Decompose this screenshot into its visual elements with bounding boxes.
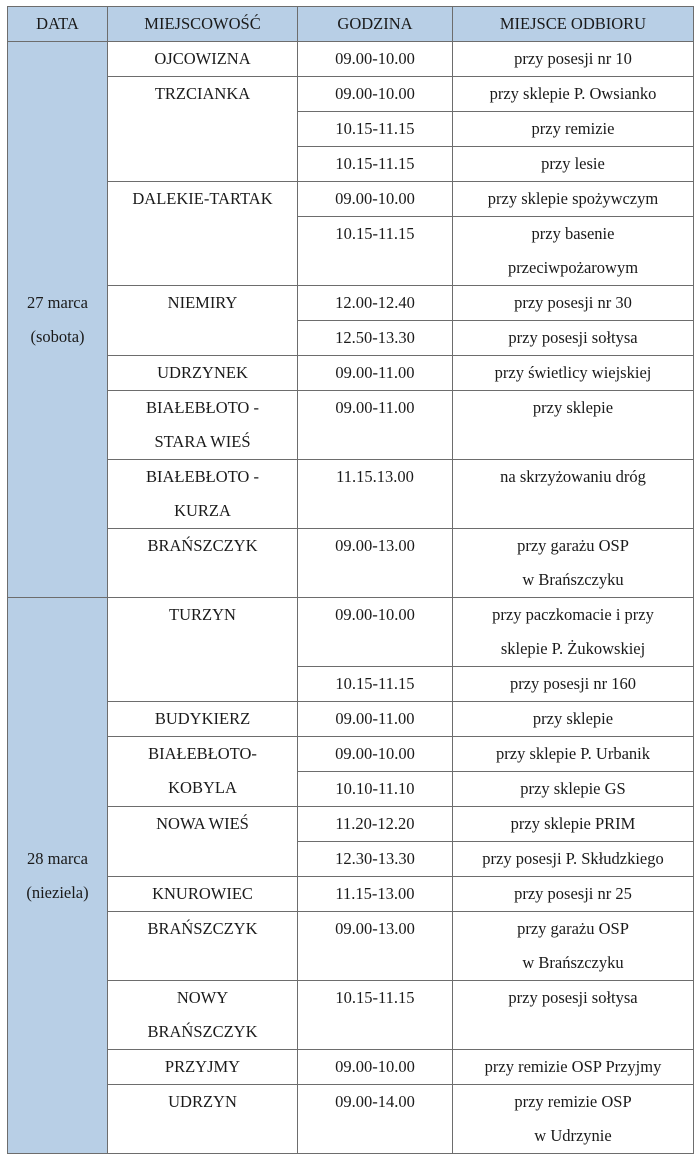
date-cell-line: (sobota) xyxy=(30,326,85,346)
hour-cell-line: 12.50-13.30 xyxy=(335,328,415,347)
table-row xyxy=(8,598,694,633)
hour-cell xyxy=(298,912,453,981)
hour-cell-line: 10.15-11.15 xyxy=(335,154,415,173)
pickup-location-cell-line: przy paczkomacie i przy xyxy=(492,605,654,624)
table-row xyxy=(8,737,694,772)
place-cell xyxy=(108,598,298,702)
place-cell-line: OJCOWIZNA xyxy=(154,49,251,68)
place-cell-line: STARA WIEŚ xyxy=(154,432,251,451)
pickup-location-cell xyxy=(453,772,694,807)
hour-cell xyxy=(298,460,453,529)
hour-cell xyxy=(298,842,453,877)
place-cell-line: NOWA WIEŚ xyxy=(156,814,249,833)
table-row xyxy=(8,912,694,947)
place-cell-line: NOWY xyxy=(176,988,229,1007)
date-cell xyxy=(8,598,108,1154)
pickup-location-cell xyxy=(453,807,694,842)
hour-cell xyxy=(298,217,453,286)
pickup-location-cell-line: przy posesji sołtysa xyxy=(508,988,638,1007)
pickup-location-cell xyxy=(453,391,694,460)
place-cell-line: BRAŃSZCZYK xyxy=(147,536,258,555)
hour-cell-line: 09.00-10.00 xyxy=(335,744,415,763)
table-row xyxy=(8,807,694,842)
place-cell xyxy=(108,77,298,182)
place-cell xyxy=(108,807,298,877)
hour-cell-line: 10.10-11.10 xyxy=(335,779,415,798)
pickup-location-cell-line: przy remizie OSP Przyjmy xyxy=(484,1057,662,1076)
hour-cell-line: 09.00-11.00 xyxy=(335,398,415,417)
place-cell-line: NIEMIRY xyxy=(167,293,238,312)
place-cell-line: DALEKIE-TARTAK xyxy=(132,189,273,208)
hour-cell-line: 09.00-10.00 xyxy=(335,84,415,103)
pickup-location-cell xyxy=(453,702,694,737)
pickup-location-cell-line: przy sklepie xyxy=(532,398,614,417)
header-date: DATA xyxy=(8,7,108,42)
hour-cell xyxy=(298,1050,453,1085)
pickup-location-cell-line: sklepie P. Żukowskiej xyxy=(500,639,646,658)
pickup-location-cell-line: w Brańszczyku xyxy=(522,953,624,972)
table-row xyxy=(8,1085,694,1120)
pickup-location-cell-line: przeciwpożarowym xyxy=(507,258,639,277)
header-row xyxy=(8,7,694,42)
hour-cell-line: 09.00-10.00 xyxy=(335,605,415,624)
pickup-location-cell xyxy=(453,737,694,772)
hour-cell xyxy=(298,286,453,321)
place-cell-line: UDRZYNEK xyxy=(157,363,248,382)
pickup-location-cell-line: przy sklepie spożywczym xyxy=(487,189,659,208)
place-cell xyxy=(108,391,298,460)
hour-cell xyxy=(298,981,453,1050)
place-cell xyxy=(108,356,298,391)
hour-cell xyxy=(298,356,453,391)
date-cell xyxy=(8,42,108,598)
hour-cell xyxy=(298,42,453,77)
place-cell-line: BIAŁEBŁOTO - xyxy=(146,467,259,486)
pickup-location-cell-line: przy sklepie xyxy=(532,709,614,728)
pickup-location-cell xyxy=(453,147,694,182)
place-cell xyxy=(108,912,298,981)
hour-cell xyxy=(298,182,453,217)
hour-cell-line: 11.15.13.00 xyxy=(336,467,414,486)
hour-cell-line: 09.00-10.00 xyxy=(335,189,415,208)
hour-cell xyxy=(298,112,453,147)
table-row xyxy=(8,391,694,426)
hour-cell xyxy=(298,772,453,807)
table-row xyxy=(8,981,694,1016)
pickup-location-cell xyxy=(453,912,694,981)
pickup-location-cell-line: przy posesji nr 30 xyxy=(514,293,632,312)
place-cell-line: BRAŃSZCZYK xyxy=(147,1022,258,1041)
table-row xyxy=(8,877,694,912)
table-row xyxy=(8,182,694,217)
pickup-location-cell xyxy=(453,182,694,217)
hour-cell-line: 09.00-10.00 xyxy=(335,49,415,68)
pickup-location-cell-line: przy sklepie P. Urbanik xyxy=(496,744,650,763)
hour-cell xyxy=(298,877,453,912)
header-pickup-location: MIEJSCE ODBIORU xyxy=(453,7,694,42)
hour-cell xyxy=(298,321,453,356)
pickup-location-cell-line: przy posesji sołtysa xyxy=(508,328,638,347)
pickup-location-cell-line: przy posesji P. Skłudzkiego xyxy=(482,849,664,868)
hour-cell xyxy=(298,737,453,772)
pickup-location-cell-line: przy sklepie P. Owsianko xyxy=(489,84,657,103)
table-row xyxy=(8,460,694,495)
pickup-location-cell xyxy=(453,529,694,598)
pickup-location-cell-line: przy basenie xyxy=(531,224,615,243)
pickup-location-cell-line: na skrzyżowaniu dróg xyxy=(500,467,646,486)
pickup-location-cell-line: przy posesji nr 160 xyxy=(509,674,637,693)
place-cell-line: UDRZYN xyxy=(168,1092,237,1111)
hour-cell-line: 11.15-13.00 xyxy=(335,884,415,903)
pickup-location-cell xyxy=(453,1085,694,1154)
pickup-location-cell-line: przy posesji nr 10 xyxy=(514,49,632,68)
hour-cell-line: 11.20-12.20 xyxy=(335,814,415,833)
hour-cell xyxy=(298,667,453,702)
pickup-location-cell xyxy=(453,667,694,702)
place-cell xyxy=(108,981,298,1050)
place-cell xyxy=(108,737,298,807)
place-cell xyxy=(108,460,298,529)
pickup-location-cell-line: w Udrzynie xyxy=(534,1126,612,1145)
pickup-location-cell xyxy=(453,42,694,77)
date-cell-line: (nieziela) xyxy=(26,882,89,902)
hour-cell xyxy=(298,147,453,182)
pickup-location-cell-line: w Brańszczyku xyxy=(522,570,624,589)
hour-cell xyxy=(298,1085,453,1154)
place-cell xyxy=(108,877,298,912)
table-row xyxy=(8,77,694,112)
place-cell-line: BIAŁEBŁOTO - xyxy=(146,398,259,417)
place-cell-line: BUDYKIERZ xyxy=(154,709,251,728)
pickup-location-cell xyxy=(453,77,694,112)
place-cell-line: TRZCIANKA xyxy=(154,84,251,103)
pickup-location-cell-line: przy lesie xyxy=(541,154,605,173)
hour-cell-line: 09.00-13.00 xyxy=(335,536,415,555)
hour-cell xyxy=(298,807,453,842)
hour-cell-line: 09.00-13.00 xyxy=(335,919,415,938)
hour-cell-line: 10.15-11.15 xyxy=(335,988,415,1007)
table-row xyxy=(8,286,694,321)
pickup-location-cell-line: przy posesji nr 25 xyxy=(514,884,632,903)
pickup-location-cell xyxy=(453,286,694,321)
hour-cell-line: 12.00-12.40 xyxy=(335,293,415,312)
hour-cell xyxy=(298,391,453,460)
pickup-location-cell xyxy=(453,598,694,667)
hour-cell-line: 09.00-11.00 xyxy=(335,363,415,382)
hour-cell-line: 10.15-11.15 xyxy=(335,119,415,138)
place-cell xyxy=(108,702,298,737)
place-cell-line: KNUROWIEC xyxy=(152,884,253,903)
table-row xyxy=(8,1050,694,1085)
place-cell-line: BRAŃSZCZYK xyxy=(147,919,258,938)
table-row xyxy=(8,42,694,77)
hour-cell xyxy=(298,598,453,667)
hour-cell-line: 09.00-14.00 xyxy=(335,1092,415,1111)
pickup-location-cell xyxy=(453,112,694,147)
place-cell xyxy=(108,1085,298,1154)
date-cell-line: 27 marca xyxy=(27,292,88,312)
pickup-location-cell-line: przy świetlicy wiejskiej xyxy=(494,363,652,382)
hour-cell xyxy=(298,529,453,598)
place-cell-line: TURZYN xyxy=(169,605,236,624)
pickup-location-cell xyxy=(453,217,694,286)
pickup-location-cell xyxy=(453,1050,694,1085)
pickup-location-cell xyxy=(453,460,694,529)
pickup-location-cell-line: przy remizie OSP xyxy=(514,1092,632,1111)
header-place: MIEJSCOWOŚĆ xyxy=(108,7,298,42)
place-cell xyxy=(108,1050,298,1085)
table-row xyxy=(8,529,694,564)
table-row xyxy=(8,702,694,737)
place-cell xyxy=(108,182,298,286)
pickup-location-cell-line: przy remizie xyxy=(531,119,615,138)
hour-cell-line: 10.15-11.15 xyxy=(335,674,415,693)
pickup-location-cell xyxy=(453,356,694,391)
hour-cell-line: 09.00-10.00 xyxy=(335,1057,415,1076)
place-cell xyxy=(108,286,298,356)
pickup-location-cell-line: przy garażu OSP xyxy=(517,919,629,938)
header-hour: GODZINA xyxy=(298,7,453,42)
place-cell xyxy=(108,529,298,598)
place-cell-line: PRZYJMY xyxy=(164,1057,241,1076)
date-cell-line: 28 marca xyxy=(27,848,88,868)
place-cell-line: KURZA xyxy=(174,501,231,520)
hour-cell-line: 10.15-11.15 xyxy=(335,224,415,243)
pickup-location-cell-line: przy garażu OSP xyxy=(517,536,629,555)
hour-cell xyxy=(298,702,453,737)
table-row xyxy=(8,356,694,391)
hour-cell-line: 12.30-13.30 xyxy=(335,849,415,868)
place-cell-line: BIAŁEBŁOTO- xyxy=(148,744,257,763)
pickup-location-cell xyxy=(453,842,694,877)
pickup-location-cell xyxy=(453,321,694,356)
pickup-location-cell xyxy=(453,981,694,1050)
place-cell xyxy=(108,42,298,77)
pickup-location-cell-line: przy sklepie PRIM xyxy=(510,814,636,833)
pickup-location-cell xyxy=(453,877,694,912)
hour-cell xyxy=(298,77,453,112)
pickup-schedule-table xyxy=(7,6,694,1154)
place-cell-line: KOBYLA xyxy=(168,778,237,797)
hour-cell-line: 09.00-11.00 xyxy=(335,709,415,728)
pickup-location-cell-line: przy sklepie GS xyxy=(520,779,626,798)
